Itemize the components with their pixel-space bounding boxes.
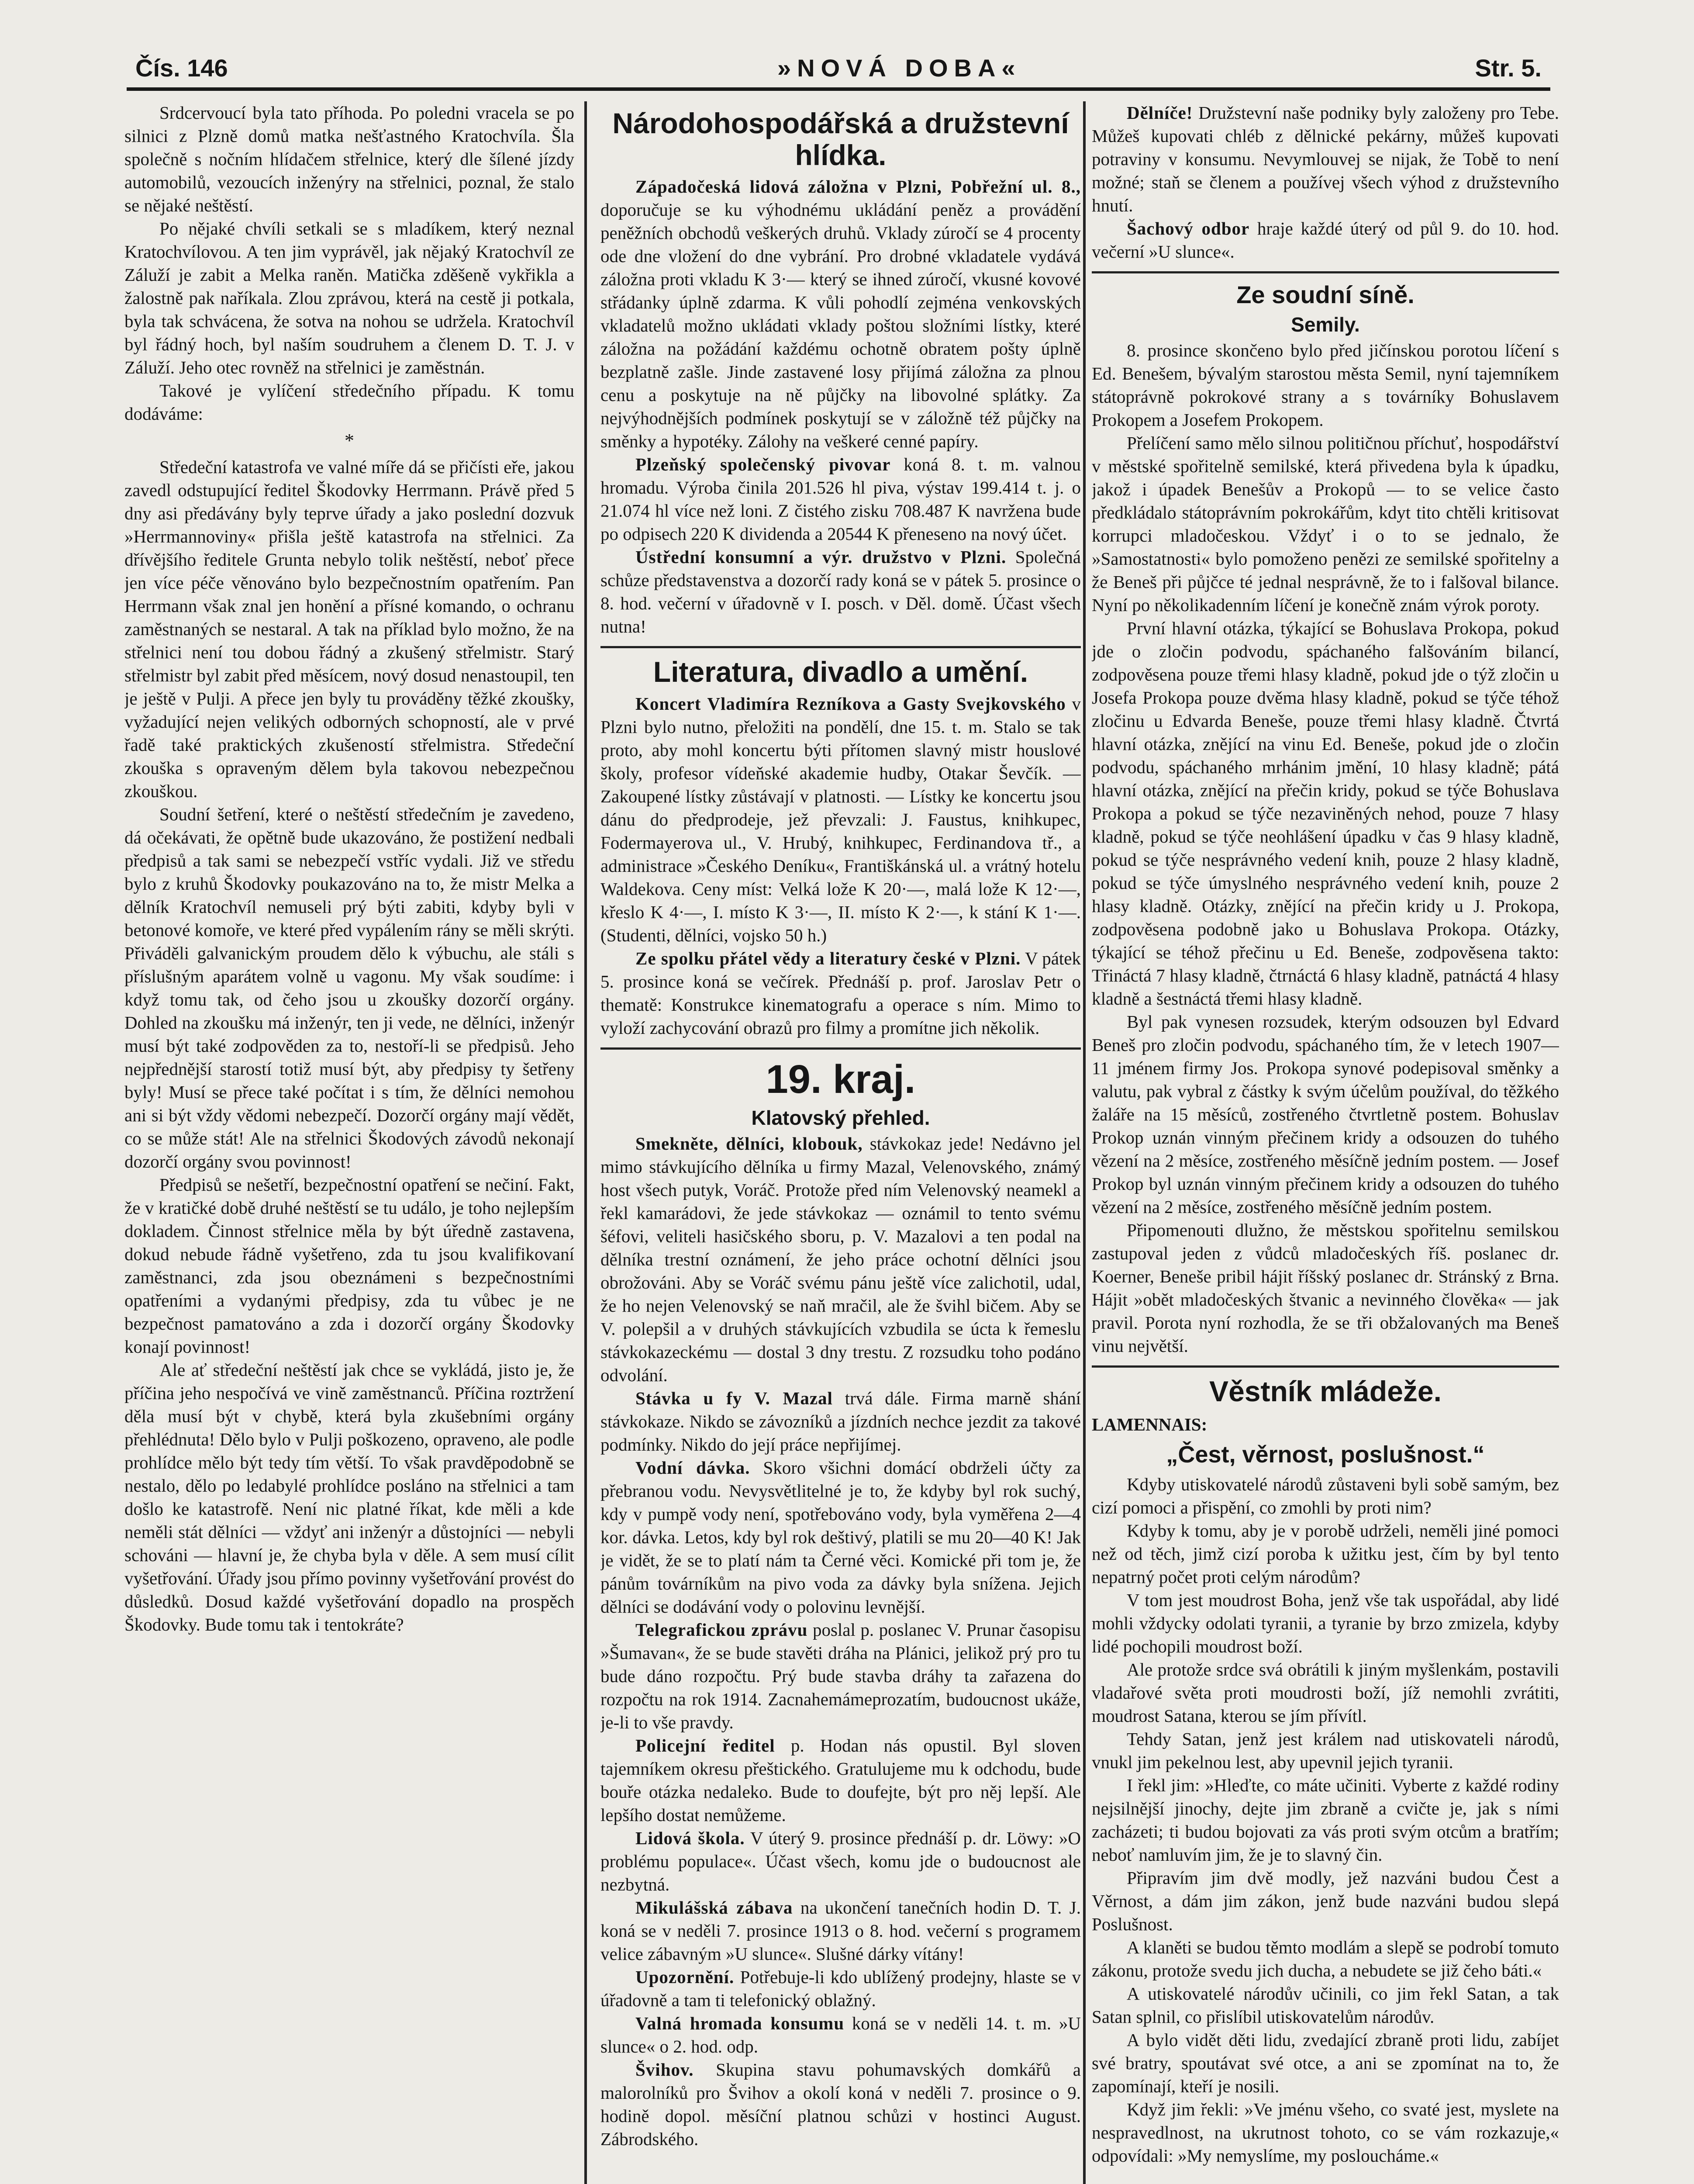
section-divider <box>600 1047 1081 1050</box>
item-heading: Ze spolku přátel vědy a literatury české v Plzni. <box>635 948 1021 968</box>
column-right <box>1092 101 1559 2167</box>
item-text: koná 8. t. m. valnou hromadu. Výroba činila 201.526 hl piva, výstav 199.414 t. j. o 21.074 hl více než loni. Z čistého zisku 708.487 K navržena bude po odpisech 220 K dividenda a 20544 K přeneseno na nový účet. <box>600 454 1081 544</box>
article-paragraph: 8. prosince skončeno bylo před jičínskou porotou líčení s Ed. Benešem, bývalým starostou města Semil, nyní tajemníkem státoprávně pokrokové strany a s továrníky Bohuslavem Prokopem a Josefem Prokopem. <box>1092 340 1559 430</box>
news-item <box>600 1827 1081 1896</box>
news-item <box>600 1618 1081 1734</box>
item-text: V pátek 5. prosince koná se večírek. Přednáší p. prof. Jaroslav Petr o thematě: Konstrukce kinematografu a operace s ním. Mimo to vyloží zachycování obrazů pro filmy a promítne jich několik. <box>600 948 1081 1038</box>
item-text: Skoro všichni domácí obdrželi účty za přebranou vodu. Nevysvětlitelné je to, že kdyby byl rok suchý, kdy v pumpě vody není, spotřebováno vody, byla vyměřena 2—4 kor. dávka. Letos, kdy byl rok deštivý, platili se mu 20—40 K! Jak je vidět, že se to platí nám ta Černé věci. Komické při tom je, že pánům továrníkům na pivo voda za dávky byla snížena. Jejich dělníci se dodávání vody o polovinu levnější. <box>600 1457 1081 1617</box>
article-paragraph: Připomenouti dlužno, že městskou spořitelnu semilskou zastupoval jeden z vůdců mladočeských říš. poslanec dr. Koerner, Beneše pribil hájit říšský poslanec dr. Stránský z Brna. Hájit »obět mladočeských štvanic a nevinného člověka« — jak pravil. Porota nyní rozhodla, že se tři obžalovaných ma Beneš vinu největší. <box>1092 1220 1559 1356</box>
article-paragraph: A utiskovatelé národův učinili, co jim řekl Satan, a tak Satan splnil, co přislíbil utiskovatelům národův. <box>1092 1984 1559 2027</box>
article-paragraph: Kdyby utiskovatelé národů zůstaveni byli sobě samým, bez cizí pomoci a přispění, co zmohli by proti nim? <box>1092 1474 1559 1518</box>
article-paragraph: Přelíčení samo mělo silnou političnou příchuť, hospodářství v městské spořitelně semilské, která přivedena byla k úpadku, jakož i úpadek Benešův a Prokopů — to se velice často předkládalo státoprávním pokrokářům, kdyt tito chtěli kritisovat korrupci mladočeskou. Vždyť i o to se jednalo, že »Samostatnosti« bylo pomoženo penězi ze semilské spořitelny a že Beneš při půjčce té jednal nesprávně, že to i falšoval bilance. Nyní po několikadenním líčení je konečně znám výrok poroty. <box>1092 432 1559 615</box>
item-text: Družstevní naše podniky byly založeny pro Tebe. Můžeš kupovati chléb z dělnické pekárny, můžeš kupovati potraviny v konsumu. Nevymlouvej se nijak, že Tobě to není možné; staň se členem a používej všech výhod z družstevního hnutí. <box>1092 103 1559 215</box>
news-item <box>1092 101 1559 217</box>
item-heading: Ústřední konsumní a výr. družstvo v Plzni. <box>635 547 1007 567</box>
news-item <box>600 1734 1081 1827</box>
item-text: na ukončení tanečních hodin D. T. J. koná se v neděli 7. prosince 1913 o 8. hod. večerní s programem velice zábavným »U slunce«. Slušné dárky vítány! <box>600 1897 1081 1964</box>
item-heading: Stávka u fy V. Mazal <box>635 1388 833 1408</box>
item-heading: Valná hromada konsumu <box>635 2013 845 2033</box>
news-item <box>600 947 1081 1040</box>
item-heading: Koncert Vladimíra Rezníkova a Gasty Svejkovského <box>635 693 1066 714</box>
column-middle <box>600 101 1081 2151</box>
article-paragraph: A klaněti se budou těmto modlám a slepě se podrobí tomuto zákonu, protože svedu jich ducha, a nebudete se již čeho báti.« <box>1092 1937 1559 1981</box>
news-item <box>600 1896 1081 1966</box>
section-heading: Literatura, divadlo a umění. <box>653 656 1028 688</box>
item-text: Potřebuje-li kdo ublížený prodejny, hlaste se v úřadovně a tam ti telefonický oblažný. <box>600 1966 1081 2010</box>
article-paragraph: První hlavní otázka, týkající se Bohuslava Prokopa, pokud jde o zločin podvodu, spáchaného falšováním bilancí, zodpověsena pouze třemi hlasy kladně, pokud jde o týž zločin u Josefa Prokopa pouze dvěma hlasy kladně, pokud se týče téhož zločinu u Edvarda Beneše, pouze třemi hlasy kladně. Čtvrtá hlavní otázka, znějící na vinu Ed. Beneše, pokud jde o zločin podvodu, spáchaného mrhánim jmění, 10 hlasy kladně; pátá hlavní otázka, znějící na přečin kridy, pokud se týče Bohuslava Prokopa a pokud se týče nezaviněných nehod, pouze 7 hlasy kladně, pokud se týče neohlášení úpadku v čas 9 hlasy kladně, pokud se týče nesprávného vedení knih, pouze 2 hlasy kladně, pokud se týče úmyslného nesprávného vedení knih, pouze 2 hlasy kladně. Otázky, znějící na přečin kridy u J. Prokopa, zodpověsena podobně jako u Bohuslava Prokopa. Otázky, týkající se téhož přečinu u Ed. Beneše, zodpověsena takto: Třináctá 7 hlasy kladně, čtrnáctá 6 hlasy kladně, patnáctá 4 hlasy kladně a šestnáctá třemi hlasy kladně. <box>1092 618 1559 1009</box>
article-paragraph: V tom jest moudrost Boha, jenž vše tak uspořádal, aby lidé mohli vždycky odolati tyranii, a tyranie by brzo zmizela, kdyby lidé pochopili moudrost boží. <box>1092 1590 1559 1657</box>
section-subheading: Semily. <box>1291 313 1360 336</box>
item-heading: Telegrafickou zprávu <box>635 1619 808 1640</box>
item-heading: Plzeňský společenský pivovar <box>635 454 891 475</box>
item-heading: Švihov. <box>635 2059 694 2080</box>
news-item <box>600 1132 1081 1387</box>
article-paragraph: Takové je vylíčení středečního případu. K tomu dodáváme: <box>124 380 574 424</box>
item-text: p. Hodan nás opustil. Byl sloven tajemníkem okresu přeštického. Gratulujeme mu k odchodu, bude bouře otázka nedaleko. Bude to doufejte, být pro něj lepší. Ale lepšího dostat nemůžeme. <box>600 1735 1081 1825</box>
article-paragraph: Tehdy Satan, jenž jest králem nad utiskovateli národů, vnukl jim pekelnou lest, aby upevnil jejich tyranii. <box>1092 1729 1559 1773</box>
masthead-title: »NOVÁ DOBA« <box>777 54 1021 82</box>
news-item <box>600 1456 1081 1618</box>
item-text: trvá dále. Firma marně shání stávkokaze. Nikdo se závozníků a jízdních nechce jezdit za takové podmínky. Nikdo do její práce nepřijímej. <box>600 1388 1081 1455</box>
section-divider <box>1092 1365 1559 1368</box>
news-item <box>600 453 1081 546</box>
news-item <box>600 692 1081 947</box>
section-heading: Národohospodářská a družstevní hlídka. <box>612 107 1069 171</box>
issue-number: Čís. 146 <box>135 54 228 82</box>
item-heading: Smekněte, dělníci, klobouk, <box>635 1133 863 1154</box>
section-heading: Věstník mládeže. <box>1209 1375 1442 1407</box>
article-paragraph: I řekl jim: »Hleďte, co máte učiniti. Vyberte z každé rodiny nejsilnější jinochy, dejte jim zbraně a cvičte je, jak s ními zacházeti; ti budou bojovati za vás proti svým otcům a bratřím; neboť namluvím jim, že je to slavný čin. <box>1092 1775 1559 1865</box>
item-heading: Lidová škola. <box>635 1828 745 1848</box>
article-paragraph: Soudní šetření, které o neštěstí středečním je zavedeno, dá očekávati, že opětně bude ukazováno, že postižení nedbali předpisů a tak sami se nebezpečí vstříc vydali. Již ve středu bylo z kruhů Škodovky poukazováno na to, že mistr Melka a dělník Kratochvíl nemuseli prý býti zabiti, kdyby byli v betonové komoře, ve které před vypálením rány se měli skrýti. Přiváděli galvanickým proudem dělo k výbuchu, ale stáli s příslušným aparátem volně u vagonu. My však soudíme: i když tomu tak, od čeho jsou u zkoušky dozorčí orgány. Dohled na zkoušku má inženýr, ten ji vede, ne dělníci, inženýr musí být také zodpověden za to, nestoří-li se předpisů. Jeho nejpřednější starostí totiž musí být, aby předpisy ty šetřeny byly! Musí se přece také počítat i s tím, že dělníci nemohou ani si být vždy vědomi nebezpečí. Dozorčí orgány mají vědět, co se může stát! Ale na střelnici Škodových závodů nekonají dozorčí orgány svou povinnost! <box>124 804 574 1171</box>
section-heading: Ze soudní síně. <box>1236 281 1415 308</box>
article-paragraph: Předpisů se nešetří, bezpečnostní opatření se nečiní. Fakt, že v kratičké době druhé neštěstí se tu událo, je toho nejlepším dokladem. Činnost střelnice měla by být úředně zastavena, dokud nebude řádně vyšetřeno, zda tu jsou kvalifikovaní zaměstnanci, zda jsou obeznámeni s bezpečnostními opatřeními a vydanými předpisy, zda tu vůbec je ne bezpečnost pamatováno a zda i dozorčí orgány Škodovky konají povinnost! <box>124 1175 574 1357</box>
author-label: LAMENNAIS: <box>1092 1414 1208 1435</box>
page-number: Str. 5. <box>1475 54 1542 82</box>
section-subheading: Klatovský přehled. <box>751 1106 930 1129</box>
column-rule <box>584 101 587 2184</box>
article-paragraph: Po nějaké chvíli setkali se s mladíkem, který neznal Kratochvílovou. A ten jim vyprávěl, jak nějaký Kratochvíl ze Záluží je zabit a Melka raněn. Matička zděšeně vykřikla a žalostně pak naříkala. Zlou zprávou, která na cestě ji potkala, byla tak schvácena, že sotva na nohou se udržela. Kratochvíl byl řádný hoch, byl naším soudruhem a členem D. T. J. v Záluží. Jeho otec rovněž na střelnici je zaměstnán. <box>124 218 574 377</box>
item-text: koná se v neděli 14. t. m. »U slunce« o 2. hod. odp. <box>600 2013 1081 2056</box>
column-rule <box>1083 101 1086 2184</box>
page-header <box>127 46 1550 91</box>
item-text: Společná schůze představenstva a dozorčí rady koná se v pátek 5. prosince o 8. hod. večerní v úřadovně v I. posch. v Děl. domě. Účast všech nutna! <box>600 547 1081 637</box>
item-heading: Mikulášská zábava <box>635 1897 793 1918</box>
article-paragraph: Ale protože srdce svá obrátili k jiným myšlenkám, postavili vladařové světa proti moudrosti boží, jíž nemohli zvrátiti, moudrost Satana, kterou se jím přívítl. <box>1092 1659 1559 1726</box>
section-divider <box>1092 271 1559 273</box>
item-heading: Šachový odbor <box>1127 218 1250 238</box>
news-item <box>1092 217 1559 263</box>
item-text: stávkokaz jede! Nedávno jel mimo stávkujícího dělníka u firmy Mazal, Velenovského, známý host všech putyk, Voráč. Protože před ním Velenovský neamekl a řekl kamarádovi, že jede stávkokaz — oznámil to tento svému šéfovi, veliteli hasičského sboru, p. V. Mazalovi a ten podal na dělníka trestní oznámení, že jeho práce ochotní dělníci jsou obrožováni. Aby se Voráč svému pánu ještě více zalichotil, udal, že ho nejen Velenovský se naň mračil, ale že švihl bičem. Aby se V. polepšil a v druhých stávkujících vzbudila se úcta k řemeslu stávkokazeckému — dostal 3 dny trestu. Z rozsudku toho podáno odvolání. <box>600 1133 1081 1385</box>
item-heading: Západočeská lidová záložna v Plzni, Pobřežní ul. 8., <box>635 176 1081 197</box>
article-paragraph: A bylo vidět děti lidu, zvedající zbraně proti lidu, zabíjet své bratry, spoutávat své otce, a ani se zpomínat na to, že zapomínají, kteří je nosili. <box>1092 2030 1559 2097</box>
news-item <box>600 2012 1081 2058</box>
item-text: doporučuje se ku výhodnému ukládání peněz a provádění peněžních obchodů veškerých druhů. Vklady zúročí se 4 procenty ode dne vložení do dne vybrání. Pro drobné vkladatele vydává záložna proti vkladu K 3·— který se ihned zúročí, vkusné kovové střádanky úplně zdarma. K vůli pohodlí zejména venkovských vkladatelů možno ukládati vklady poštou složními lístky, které záložna na požádání každému ochotně obratem pošty úplně bezplatně zašle. Jinde zastavené losy přijímá záložna za plnou cenu a poskytuje na ně půjčky na libovolné splátky. Za nejvýhodnějších podmínek poskytují se v záložně též půjčky na směnky a hypotéky. Zálohy na veškeré cenné papíry. <box>600 200 1081 452</box>
news-item <box>600 175 1081 453</box>
item-heading: Policejní ředitel <box>635 1735 775 1755</box>
item-text: V úterý 9. prosince přednáší p. dr. Löwy: »O problému populace«. Účast všech, komu jde o budoucnost ale nezbytná. <box>600 1828 1081 1894</box>
section-heading: 19. kraj. <box>766 1057 916 1102</box>
article-paragraph: Ale ať středeční neštěstí jak chce se vykládá, jisto je, že příčina jeho nespočívá ve vině zaměstnanců. Příčina roztržení děla musí být v chybě, která byla zkušebními orgány přehlédnuta! Dělo bylo v Pulji poškozeno, opraveno, ale podle prohlídce mělo být tedy tím větší. To však pravděpodobně se nestalo, dělo po ledabylé prohlídce posláno na střelnici a tam došlo ke katastrofě. Není nic platné říkat, kde měli a kde neměli stát dělníci — vždyť ani inženýr a důstojníci — nebyli schováni — hlavní je, že chyba byla v děle. A sem musí cílit vyšetřování. Úřady jsou přímo povinny vyšetřování provést do důsledků. Dosud každé vyšetřování dopadlo na prospěch Škodovky. Bude tomu tak i tentokráte? <box>124 1360 574 1635</box>
news-item <box>600 2058 1081 2151</box>
item-text: hraje každé úterý od půl 9. do 10. hod. večerní »U slunce«. <box>1092 218 1559 262</box>
news-item <box>600 1387 1081 1456</box>
separator-star: * <box>345 430 354 451</box>
article-paragraph: Středeční katastrofa ve valné míře dá se přičísti eře, jakou zavedl odstupující ředitel Škodovky Herrmann. Právě před 5 dny asi předávány byly teprve úřady a jako poslední dozvuk »Herrmannoviny« přišla ještě katastrofa na střelnici. Za dřívějšího ředitele Grunta nebylo tolik neštěstí, neboť přece jen více péče věnováno bylo bezpečnostním opatřením. Pan Herrmann však znal jen honění a přísné komando, o ochranu zaměstnaných se nestaral. A tak na příklad bylo možno, že na střelnici není tou dobou řádný a zkušený střelmistr. Starý střelmistr byl zabit před měsícem, nový dosud nenastoupil, ten je ještě v Pulji. A přece jen byly tu prováděny těžké zkoušky, vyžadující nejen velikých odborných schopností, ale v prvé řadě také praktických zkušeností střelmistra. Středeční zkouška s opraveným dělem byla takovou nebezpečnou zkouškou. <box>124 457 574 801</box>
item-heading: Upozornění. <box>635 1966 735 1987</box>
essay-title: „Čest, věrnost, poslušnost.“ <box>1166 1441 1485 1468</box>
article-paragraph: Kdyby k tomu, aby je v porobě udrželi, neměli jiné pomoci než od těch, jimž cizí poroba k užitku jest, čím by byl tento nepatrný počet proti celým národům? <box>1092 1521 1559 1587</box>
item-text: poslal p. poslanec V. Prunar časopisu »Šumavan«, že se bude stavěti dráha na Plánici, jelikož prý pro tu bude dáno rozpočtu. Prý bude stavba dráhy ta zařazena do rozpočtu na rok 1914. Zacnahemámeprozatím, budoucnost ukáže, je-li to vše pravdy. <box>600 1619 1081 1732</box>
article-paragraph: Když jim řekli: »Ve jménu všeho, co svaté jest, myslete na nespravedlnost, na ukrutnost tohoto, co se vám rozkazuje,« odpovídali: »My nemyslíme, my posloucháme.« <box>1092 2099 1559 2166</box>
item-heading: Vodní dávka. <box>635 1457 750 1478</box>
article-paragraph: Srdcervoucí byla tato příhoda. Po poledni vracela se po silnici z Plzně domů matka nešťastného Kratochvíla. Šla společně s nočním hlídačem střelnice, který dle šílené jízdy automobilů, vezoucích inženýry na střelnici, poznal, že stalo se nějaké neštěstí. <box>124 103 574 215</box>
item-heading: Dělníče! <box>1127 103 1193 123</box>
item-text: Skupina stavu pohumavských domkářů a malorolníků pro Švihov a okolí koná v neděli 7. prosince o 9. hodině dopol. měsíční platnou schůzi v hostinci August. Zábrodského. <box>600 2059 1081 2149</box>
column-left <box>124 101 574 1636</box>
item-text: v Plzni bylo nutno, přeložiti na pondělí, dne 15. t. m. Stalo se tak proto, aby mohl koncertu býti přítomen slavný mistr houslové školy, profesor vídeňské akademie hudby, Otakar Ševčík. — Zakoupené lístky zůstávají v platnosti. — Lístky ke koncertu jsou dánu do předprodeje, jež převzali: J. Faustus, knihkupec, Fodermayerova ul., V. Hrubý, knihkupec, Ferdinandova tř., a administrace »Českého Deníku«, Františkánská ul. a vrátný hotelu Waldekova. Ceny míst: Velká lože K 20·—, malá lože K 12·—, křeslo K 4·—, I. místo K 3·—, II. místo K 2·—, k stání K 1·—. (Studenti, dělníci, vojsko 50 h.) <box>600 693 1081 945</box>
article-paragraph: Připravím jim dvě modly, jež nazváni budou Čest a Věrnost, a dám jim zákon, jenž bude nazváni budou slepá Poslušnost. <box>1092 1868 1559 1935</box>
news-item <box>600 1966 1081 2012</box>
article-paragraph: Byl pak vynesen rozsudek, kterým odsouzen byl Edvard Beneš pro zločin podvodu, spáchaného tím, že v letech 1907—11 jménem firmy Jos. Prokopa synové podepisoval směnky a valutu, pak vybral z částky k svým účelům používal, do těžkého žaláře na 15 měsíců, zostřeného čtvrtletně postem. Bohuslav Prokop uznán vinným přečinem kridy a odsouzen do tuhého vězení na 2 měsíce, zostřeného měsíčně jedním postem. — Josef Prokop byl uznán vinným přečinem kridy a odsouzen do tuhého vězení na 2 měsíce, zostřeného měsíčně jedním postem. <box>1092 1011 1559 1217</box>
section-divider <box>600 646 1081 648</box>
news-item <box>600 546 1081 638</box>
